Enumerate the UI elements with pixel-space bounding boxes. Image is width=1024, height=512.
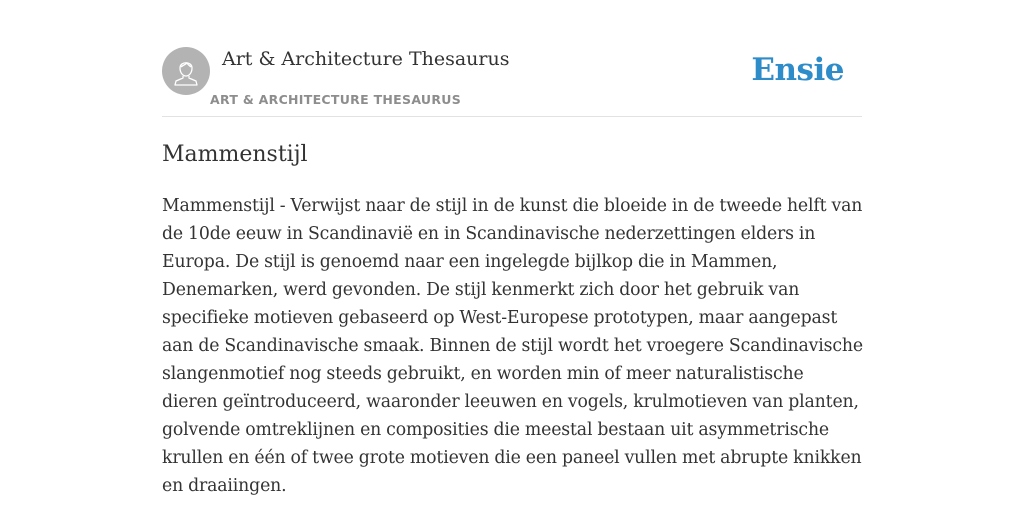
author-name[interactable]: Art & Architecture Thesaurus [222,48,510,70]
category-label[interactable]: ART & ARCHITECTURE THESAURUS [210,92,462,107]
article-title: Mammenstijl [162,142,308,167]
avatar[interactable] [162,47,210,95]
header [162,46,862,117]
article-body: Mammenstijl - Verwijst naar de stijl in de kunst die bloeide in de tweede helft van de 10de eeuw in Scandinavië en in Scandinavische nederzettingen elders in Europa. De stijl is genoemd naar een ingelegde bijlkop die in Mammen, Denemarken, werd gevonden. De stijl kenmerkt zich door het gebruik van specifieke motieven gebaseerd op West-Europese prototypen, maar aangepast aan de Scandinavische smaak. Binnen de stijl wordt het vroegere Scandinavische slangenmotief nog steeds gebruikt, en worden min of meer naturalistische dieren geïntroduceerd, waaronder leeuwen en vogels, krulmotieven van planten, golvende omtreklijnen en composities die meestal bestaan uit asymmetrische krullen en één of twee grote motieven die een paneel vullen met abrupte knikken en draaiingen. [162,196,863,496]
ensie-logo[interactable]: Ensie [751,52,844,88]
user-silhouette-icon [162,47,210,95]
